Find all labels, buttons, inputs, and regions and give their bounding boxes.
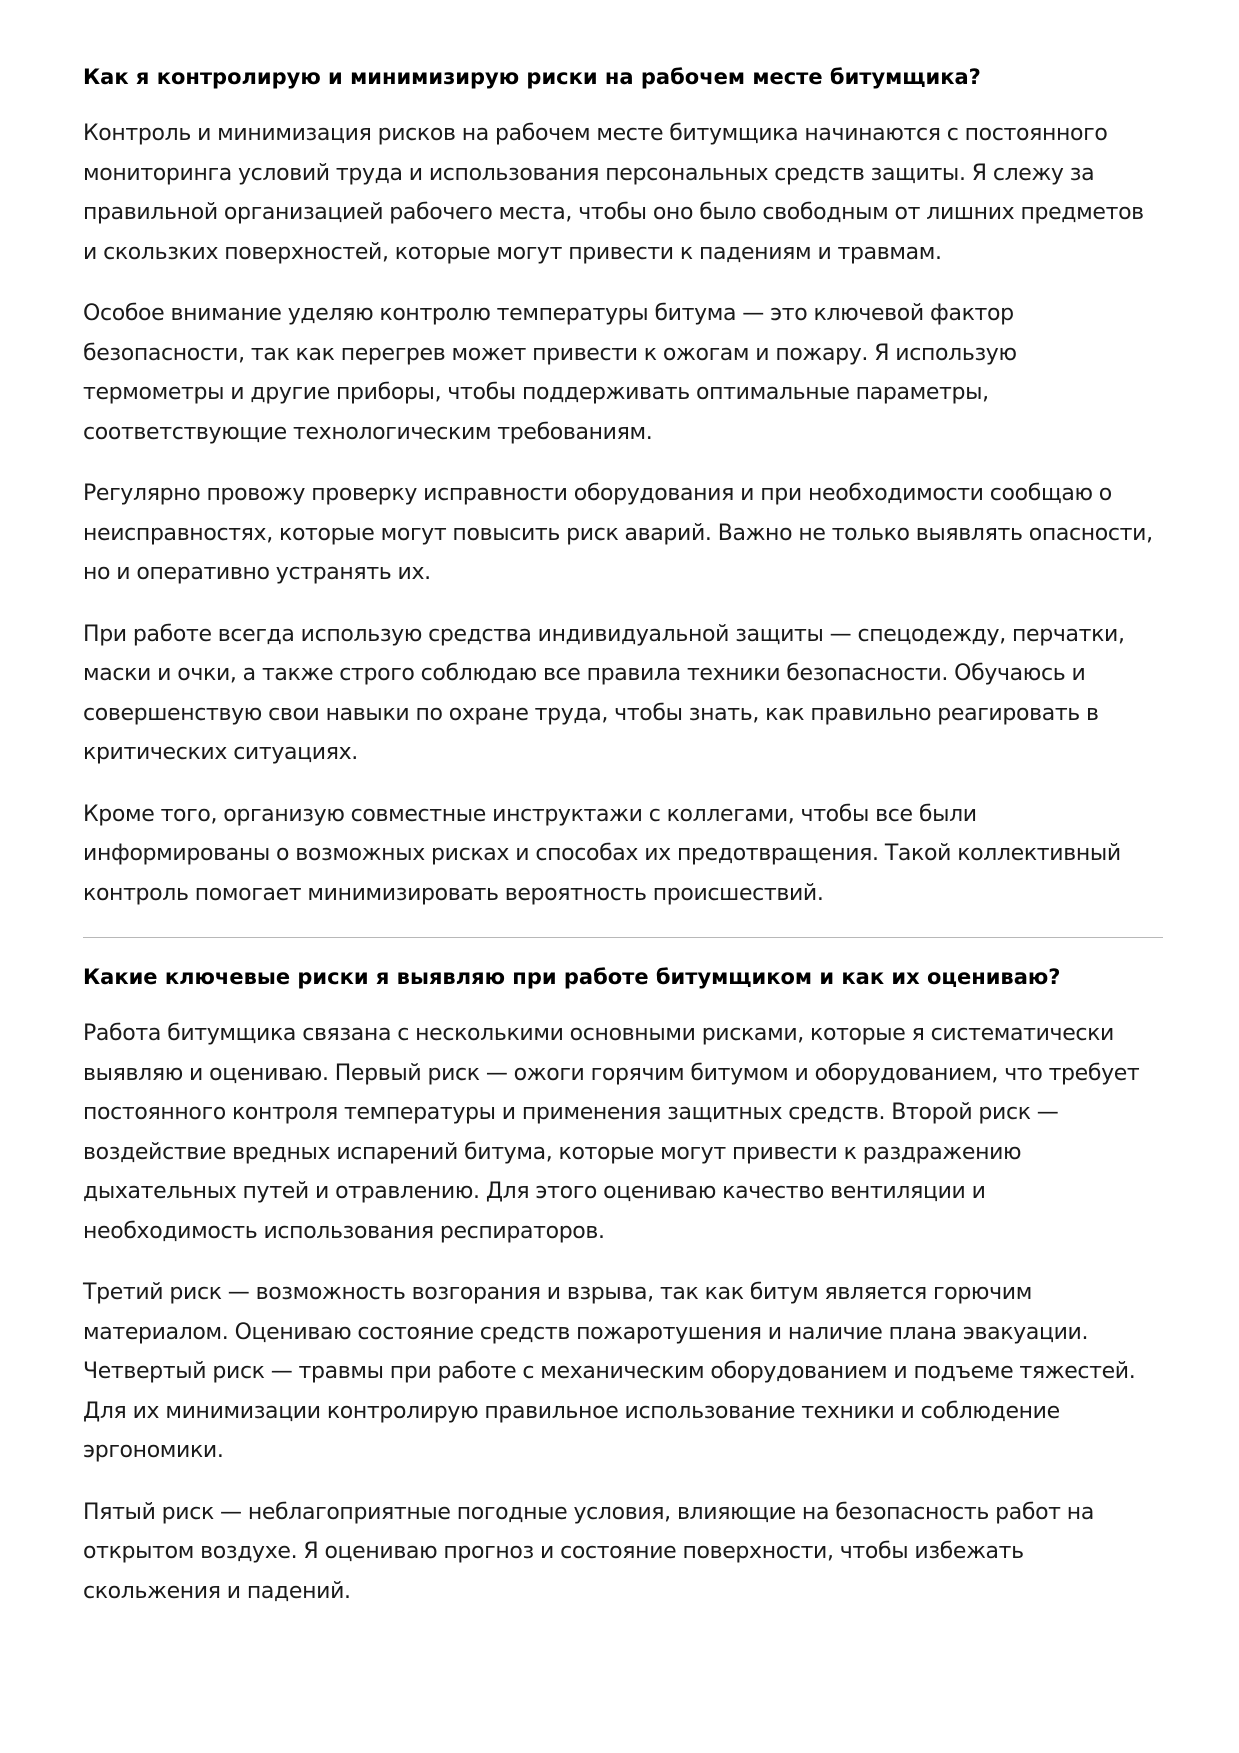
paragraph: Контроль и минимизация рисков на рабочем месте битумщика начинаются с постоянного мониторинга условий труда и использования персональных средств защиты. Я слежу за правильной организацией рабочего места, чтобы оно было свободным от лишних предметов и скользких поверхностей, которые могут привести к падениям и травмам. (83, 121, 1144, 265)
section-key-risks (83, 962, 1163, 1611)
document-page (83, 62, 1163, 1633)
paragraph: Работа битумщика связана с несколькими основными рисками, которые я систематически выявляю и оцениваю. Первый риск — ожоги горячим битумом и оборудованием, что требует постоянного контроля температуры и применения защитных средств. Второй риск — воздействие вредных испарений битума, которые могут привести к раздражению дыхательных путей и отравлению. Для этого оцениваю качество вентиляции и необходимость использования респираторов. (83, 1021, 1140, 1244)
section-title: Как я контролирую и минимизирую риски на рабочем месте битумщика? (83, 65, 981, 89)
section-divider (83, 937, 1163, 938)
paragraph: Особое внимание уделяю контролю температуры битума — это ключевой фактор безопасности, так как перегрев может привести к ожогам и пожару. Я использую термометры и другие приборы, чтобы поддерживать оптимальные параметры, соответствующие технологическим требованиям. (83, 301, 1017, 445)
paragraph: При работе всегда использую средства индивидуальной защиты — спецодежду, перчатки, маски и очки, а также строго соблюдаю все правила техники безопасности. Обучаюсь и совершенствую свои навыки по охране труда, чтобы знать, как правильно реагировать в критических ситуациях. (83, 621, 1125, 765)
section-risk-control (83, 62, 1163, 913)
paragraph: Третий риск — возможность возгорания и взрыва, так как битум является горючим материалом. Оцениваю состояние средств пожаротушения и наличие плана эвакуации. Четвертый риск — травмы при работе с механическим оборудованием и подъеме тяжестей. Для их минимизации контролирую правильное использование техники и соблюдение эргономики. (83, 1280, 1136, 1463)
section-title: Какие ключевые риски я выявляю при работе битумщиком и как их оцениваю? (83, 965, 1061, 989)
paragraph: Кроме того, организую совместные инструктажи с коллегами, чтобы все были информированы о возможных рисках и способах их предотвращения. Такой коллективный контроль помогает минимизировать вероятность происшествий. (83, 801, 1121, 906)
paragraph: Регулярно провожу проверку исправности оборудования и при необходимости сообщаю о неисправностях, которые могут повысить риск аварий. Важно не только выявлять опасности, но и оперативно устранять их. (83, 481, 1153, 585)
paragraph: Пятый риск — неблагоприятные погодные условия, влияющие на безопасность работ на открытом воздухе. Я оцениваю прогноз и состояние поверхности, чтобы избежать скольжения и падений. (83, 1499, 1094, 1604)
